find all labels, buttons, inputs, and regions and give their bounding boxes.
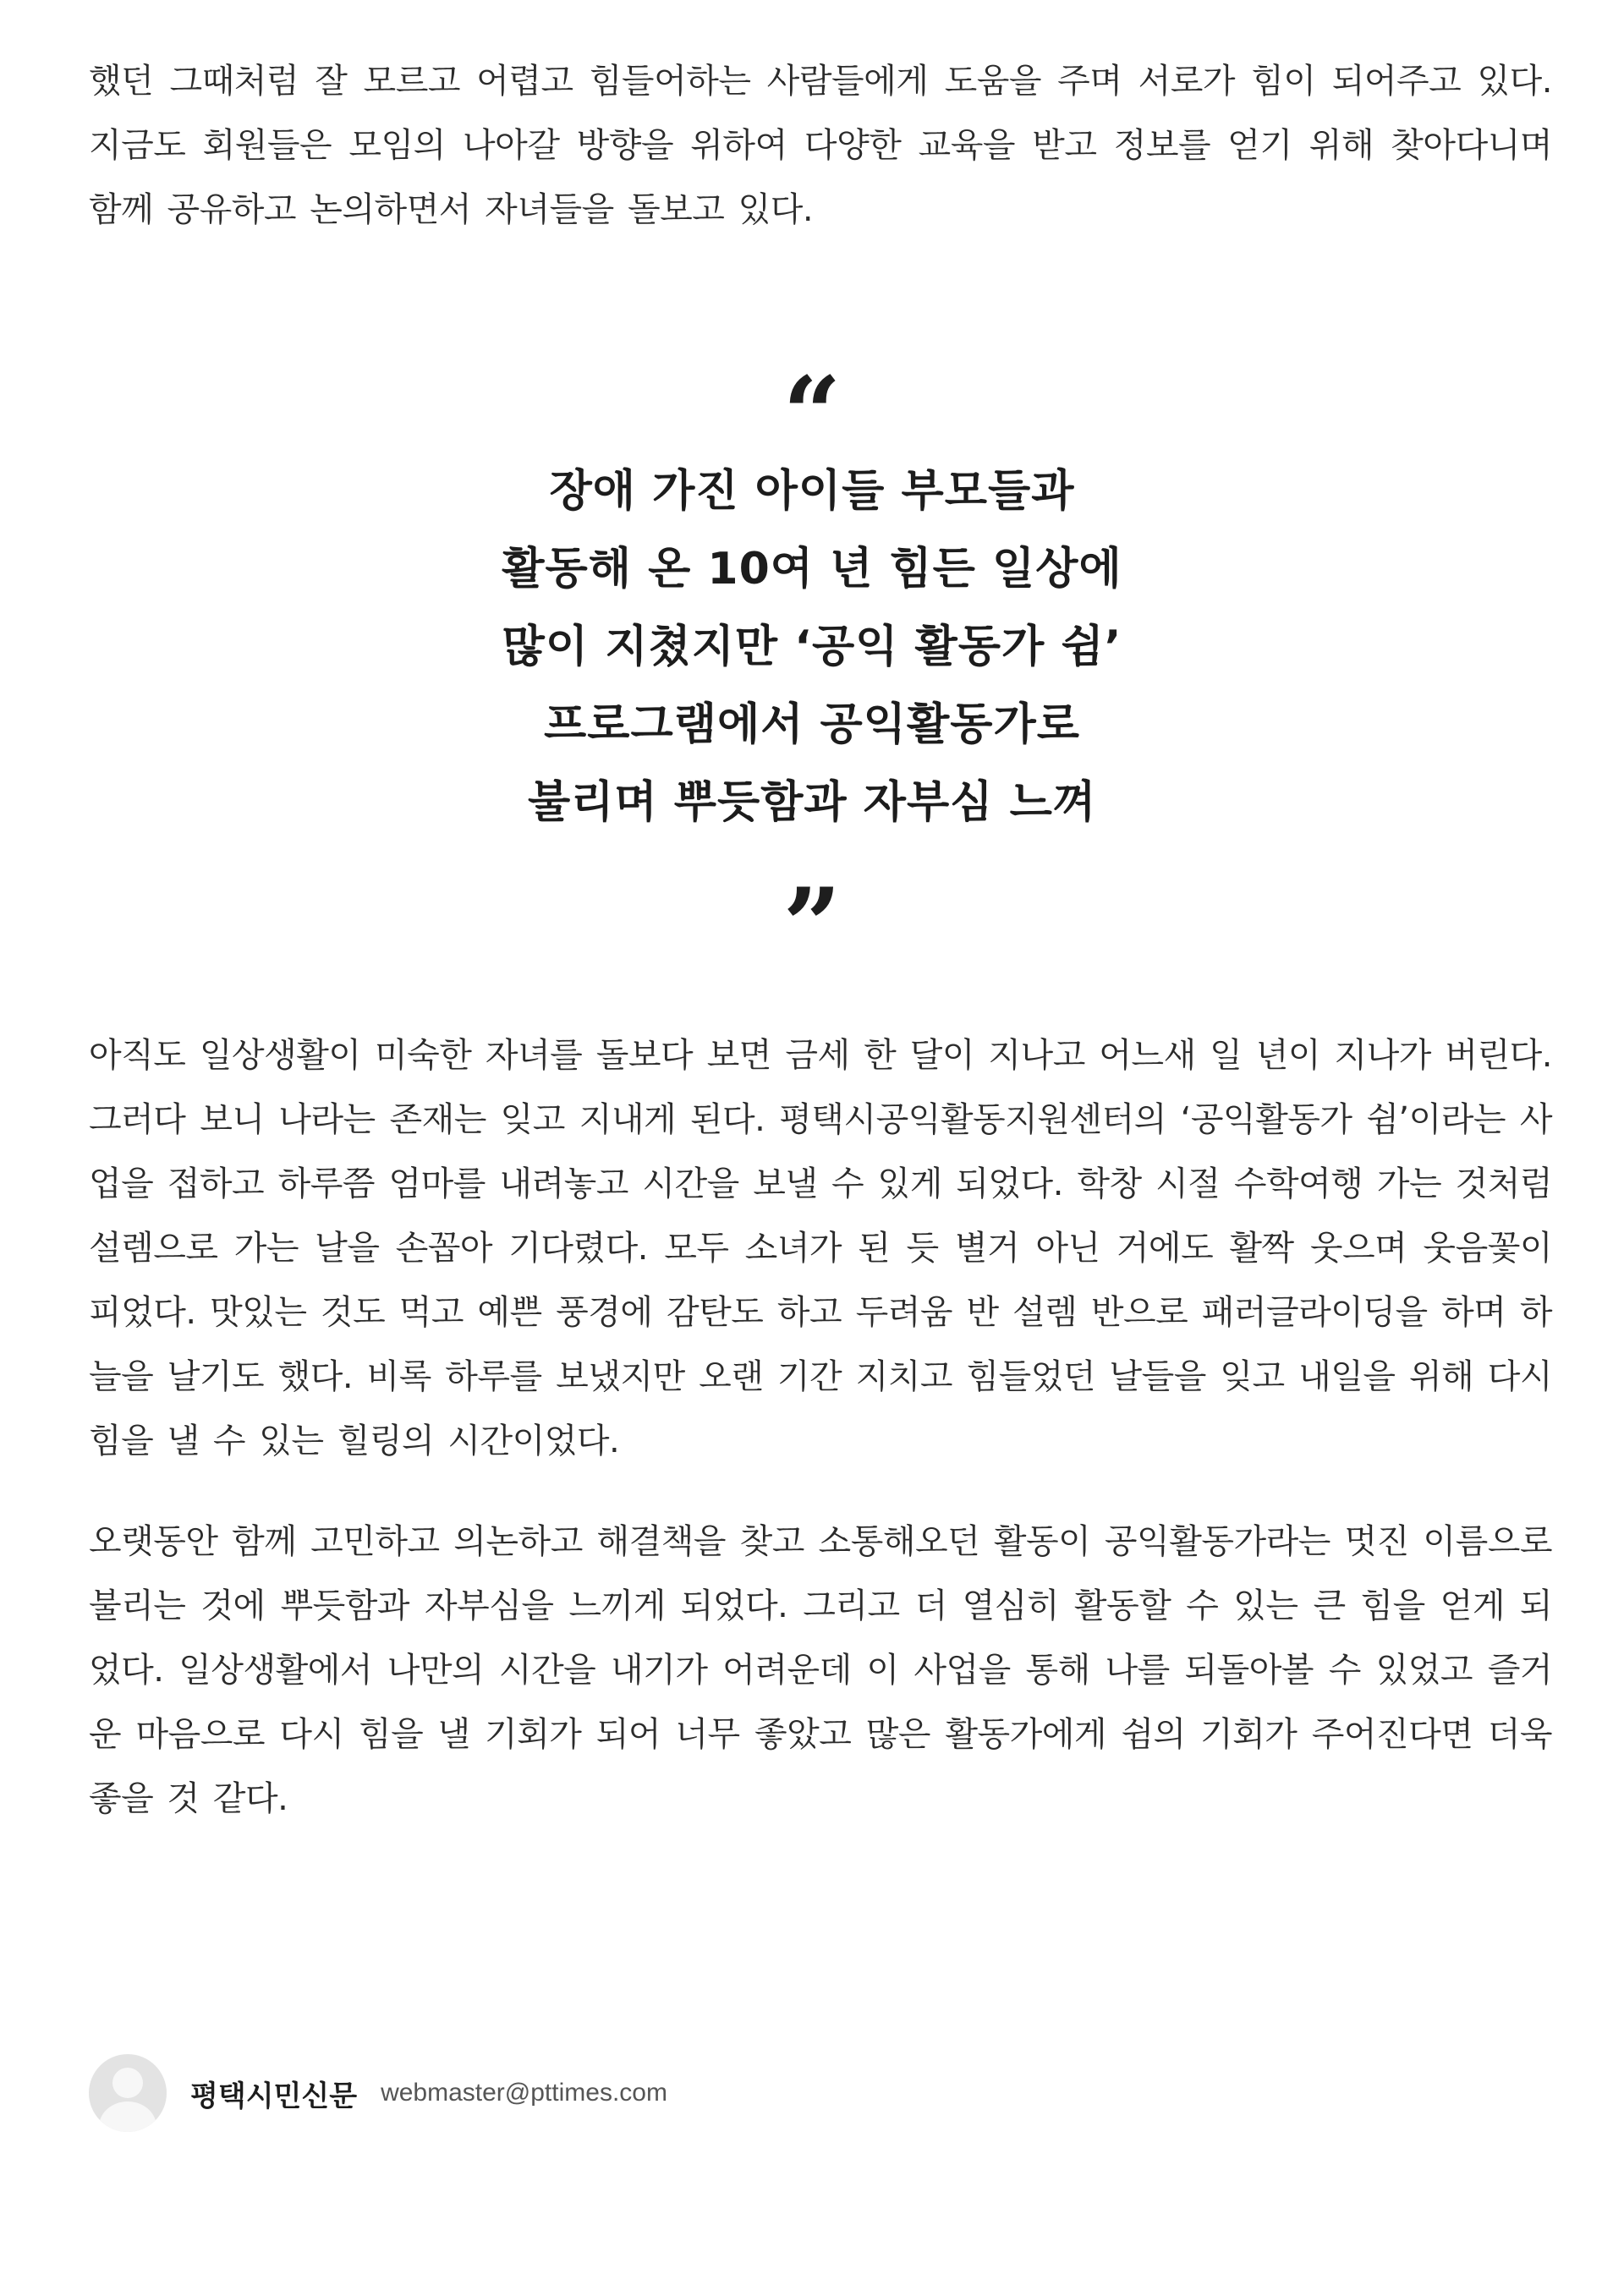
body-paragraph: 아직도 일상생활이 미숙한 자녀를 돌보다 보면 금세 한 달이 지나고 어느새 일 년이 지나가 버린다. 그러다 보니 나라는 존재는 잊고 지내게 된다. 평택시공익활동지원센터의 ‘공익활동가 쉼’이라는 사업을 접하고 하루쯤 엄마를 내려놓고 시간을 보낼 수 있게 되었다. 학창 시절 수학여행 가는 것처럼 설렘으로 가는 날을 손꼽아 기다렸다. 모두 소녀가 된 듯 별거 아닌 거에도 활짝 웃으며 웃음꽃이 피었다. 맛있는 것도 먹고 예쁜 풍경에 감탄도 하고 두려움 반 설렘 반으로 패러글라이딩을 하며 하늘을 날기도 했다. 비록 하루를 보냈지만 오랜 기간 지치고 힘들었던 날들을 잊고 내일을 위해 다시 힘을 낼 수 있는 힐링의 시간이었다. bbox=[89, 1036, 1552, 1460]
pull-quote-line: 활동해 온 10여 년 힘든 일상에 bbox=[502, 544, 1122, 595]
pull-quote-line: 장애 가진 아이들 부모들과 bbox=[549, 466, 1075, 517]
pull-quote bbox=[304, 452, 1320, 841]
open-quote-icon: “ bbox=[782, 354, 842, 474]
body-paragraph: 오랫동안 함께 고민하고 의논하고 해결책을 찾고 소통해오던 활동이 공익활동가라는 멋진 이름으로 불리는 것에 뿌듯함과 자부심을 느끼게 되었다. 그리고 더 열심히 활동할 수 있는 큰 힘을 얻게 되었다. 일상생활에서 나만의 시간을 내기가 어려운데 이 사업을 통해 나를 되돌아볼 수 있었고 즐거운 마음으로 다시 힘을 낼 기회가 되어 너무 좋았고 많은 활동가에게 쉼의 기회가 주어진다면 더욱 좋을 것 같다. bbox=[89, 1522, 1552, 1818]
intro-paragraph: 했던 그때처럼 잘 모르고 어렵고 힘들어하는 사람들에게 도움을 주며 서로가 힘이 되어주고 있다. 지금도 회원들은 모임의 나아갈 방향을 위하여 다양한 교육을 받고 정보를 얻기 위해 찾아다니며 함께 공유하고 논의하면서 자녀들을 돌보고 있다. bbox=[89, 62, 1552, 229]
author-name[interactable]: 평택시민신문 bbox=[190, 2079, 358, 2113]
author-byline bbox=[89, 2051, 667, 2135]
pull-quote-line: 프로그램에서 공익활동가로 bbox=[544, 699, 1080, 750]
user-silhouette-icon bbox=[89, 2054, 167, 2132]
pull-quote-line: 불리며 뿌듯함과 자부심 느껴 bbox=[527, 777, 1097, 828]
pull-quote-line: 많이 지쳤지만 ‘공익 활동가 쉼’ bbox=[502, 622, 1122, 672]
author-email[interactable]: webmaster@pttimes.com bbox=[381, 2079, 667, 2107]
close-quote-icon: ” bbox=[782, 866, 842, 985]
